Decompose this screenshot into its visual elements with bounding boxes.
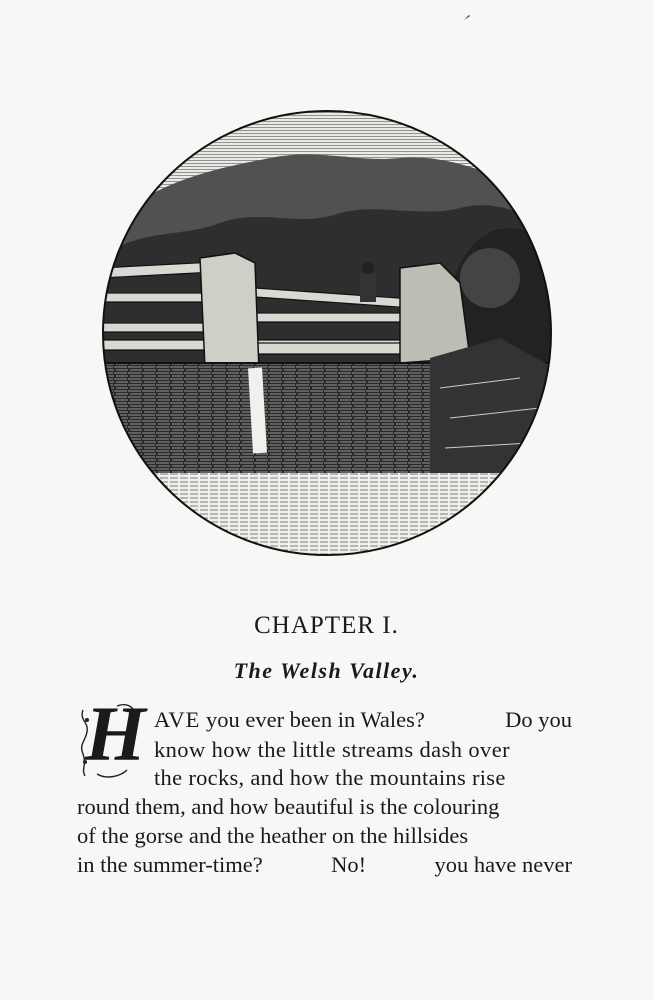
text-line [77, 823, 572, 849]
chapter-heading: CHAPTER I. [254, 612, 399, 639]
text-line [154, 707, 572, 733]
drop-cap-letter: H [85, 690, 146, 777]
text-span: of the gorse and the heather on the hillsides [77, 823, 469, 848]
text-span: Do you [505, 707, 572, 732]
chapter-subtitle: The Welsh Valley. [233, 658, 420, 683]
text-line [154, 765, 572, 791]
text-span: know how the little streams dash over [154, 737, 510, 762]
text-span: No! [331, 852, 367, 877]
circular-engraving [100, 108, 554, 558]
text-span: round them, and how beautiful is the colouring [77, 794, 500, 819]
ornamental-drop-cap [77, 690, 146, 780]
text-span: the rocks, and how the mountains rise [154, 765, 506, 790]
text-span: you ever been in Wales? [205, 707, 425, 732]
text-span: you have never [434, 852, 572, 877]
text-line [77, 852, 572, 878]
text-span: AVE [154, 707, 201, 732]
text-line [77, 794, 572, 820]
text-line [154, 737, 572, 763]
text-span: in the summer-time? [77, 852, 263, 877]
ink-mark [462, 12, 472, 22]
